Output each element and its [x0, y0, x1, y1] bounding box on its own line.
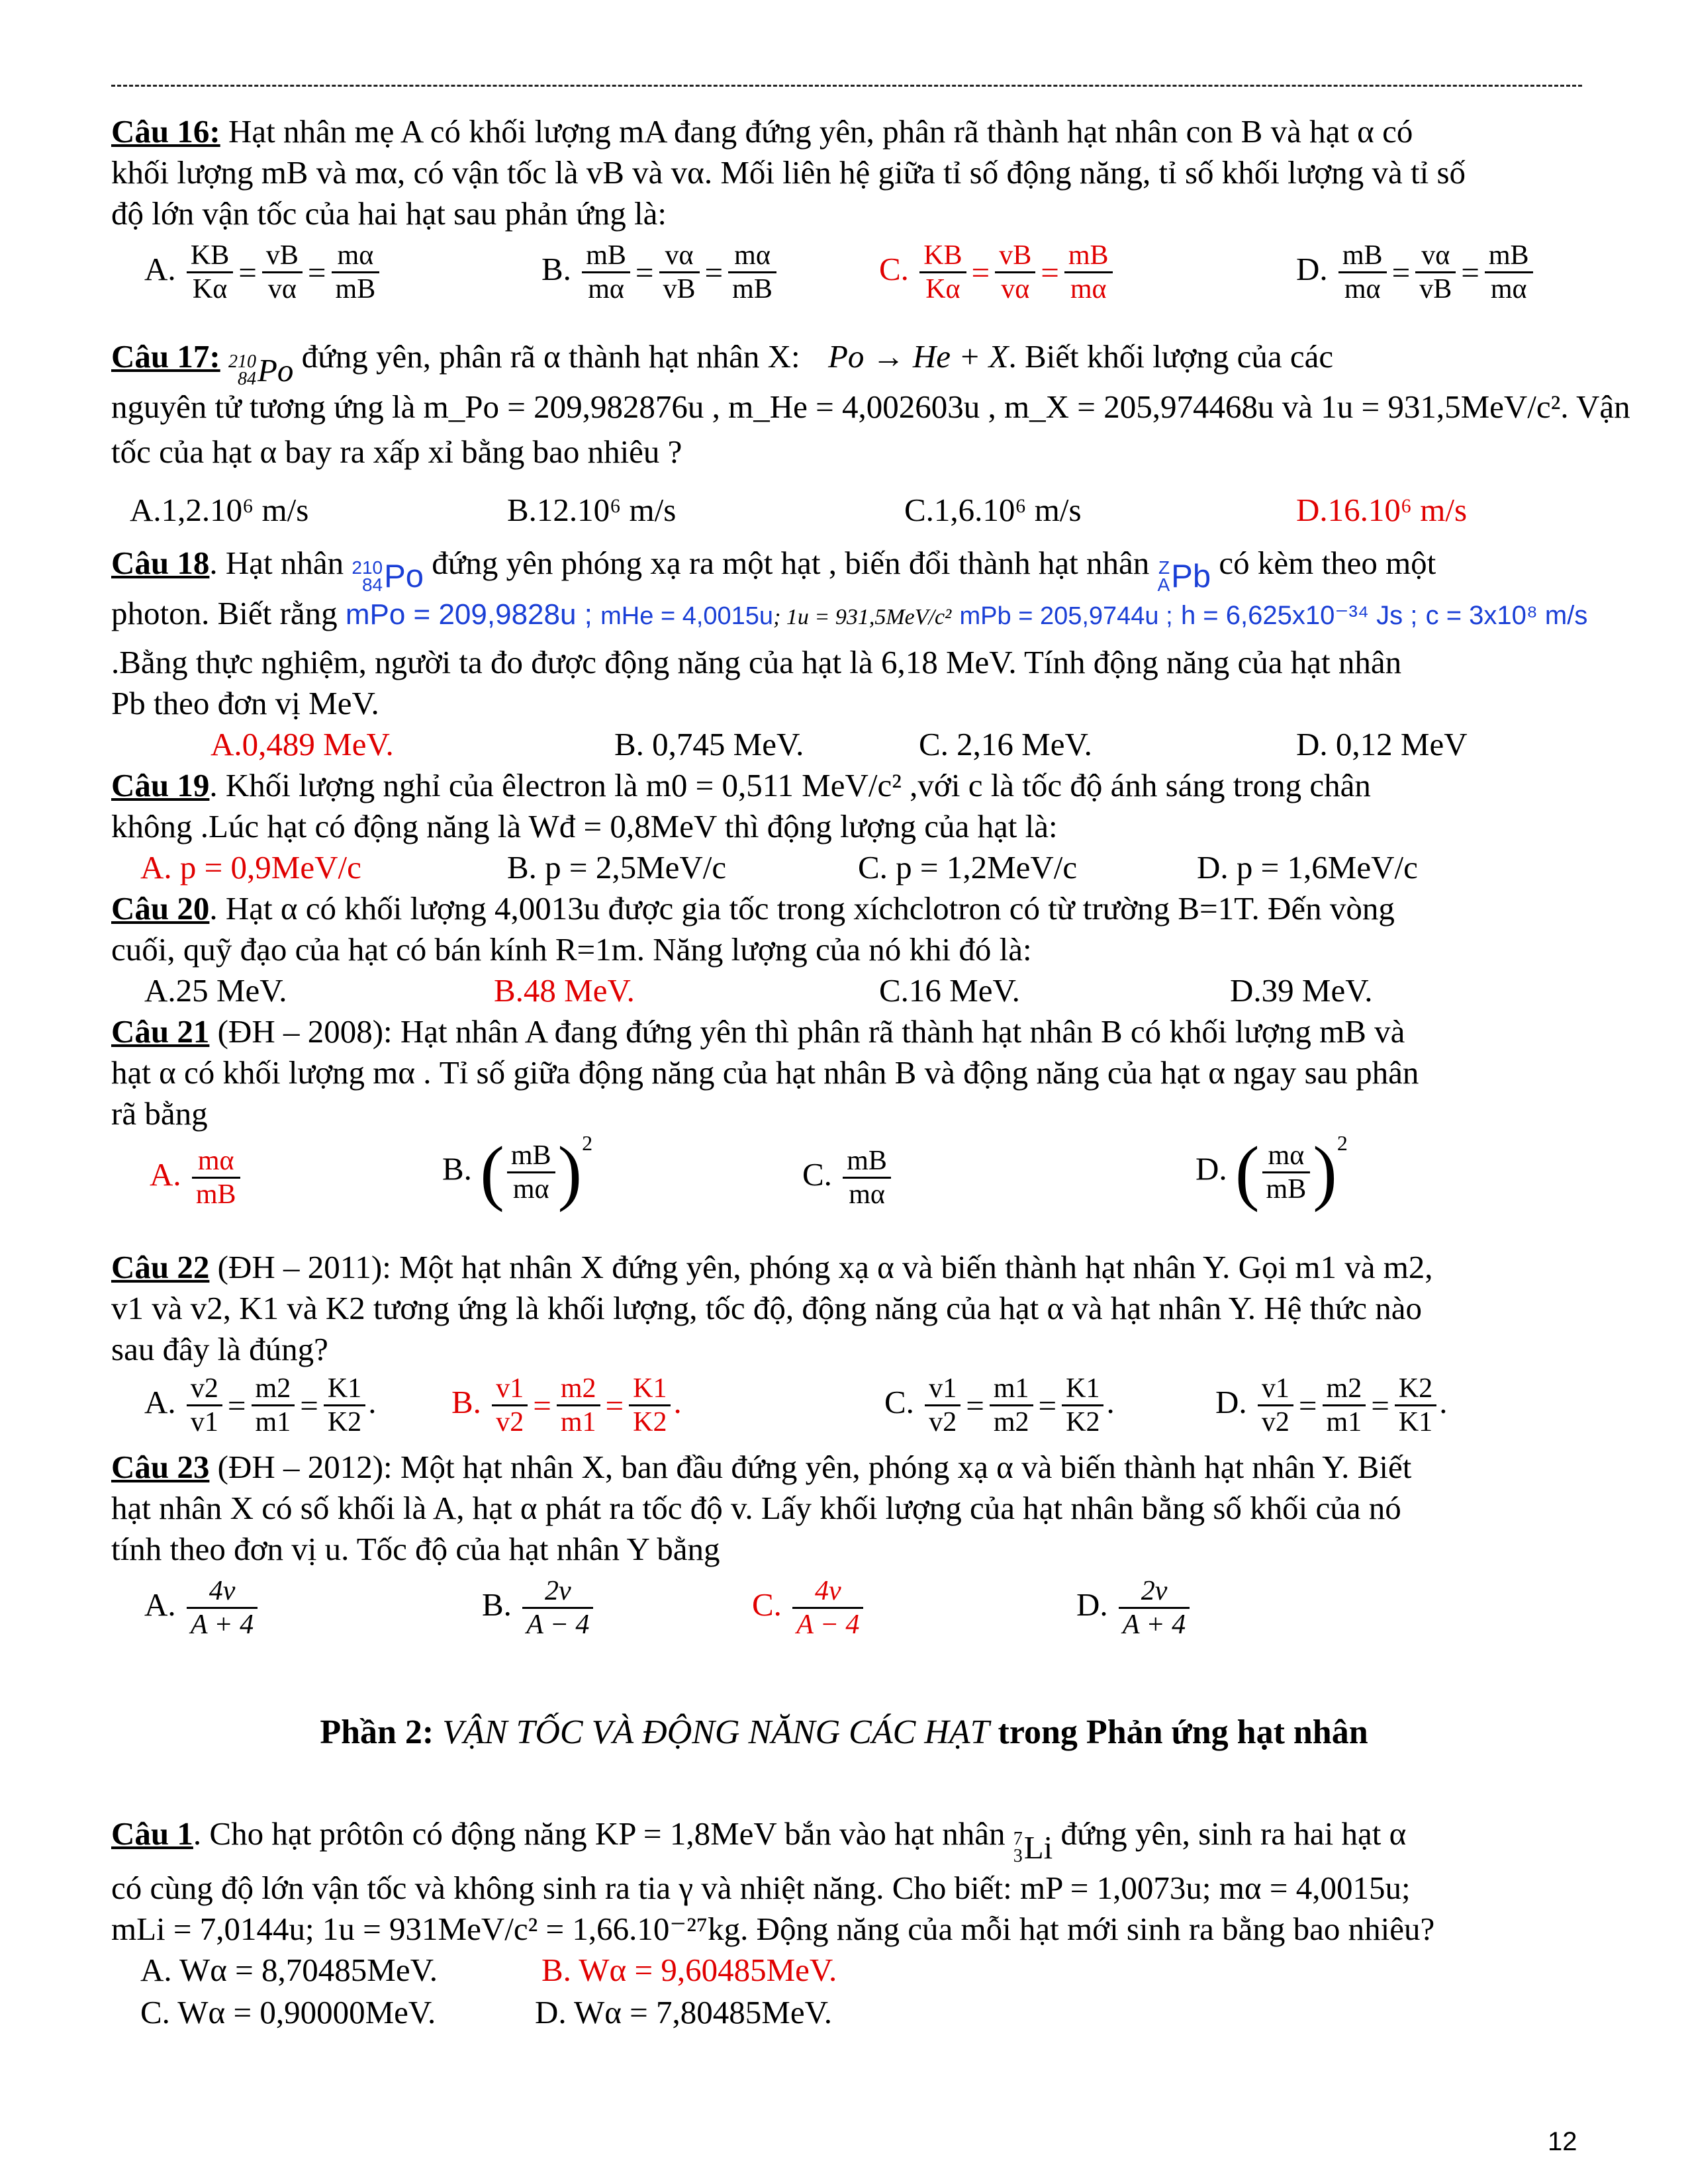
- numerator: KB: [919, 240, 966, 273]
- option-letter: B.: [442, 1150, 481, 1187]
- denominator: mB: [732, 274, 773, 304]
- q16-line-2: khối lượng mB và mα, có vận tốc là vB và vα. Mối liên hệ giữa tỉ số động năng, tỉ số khối lượng và tỉ số: [111, 154, 1466, 191]
- q23-option-a: [144, 1575, 260, 1641]
- q21-option-b: [442, 1131, 593, 1212]
- numerator: m2: [557, 1373, 600, 1406]
- q21-line-3: rã bằng: [111, 1095, 208, 1132]
- right-paren: ): [1313, 1132, 1337, 1212]
- numerator: v1: [492, 1373, 528, 1406]
- numerator: 4v: [792, 1575, 863, 1609]
- fraction: [659, 240, 700, 305]
- period: .: [673, 1383, 682, 1420]
- q16-option-d: [1296, 240, 1536, 305]
- reaction-equation: Po → He + X: [827, 338, 1009, 375]
- q1-option-d: D. Wα = 7,80485MeV.: [535, 1994, 832, 2030]
- q16-line-3: độ lớn vận tốc của hai hạt sau phản ứng là:: [111, 195, 667, 232]
- denominator: v2: [496, 1407, 524, 1437]
- numerator: mα: [1262, 1140, 1311, 1173]
- q18-option-d: D. 0,12 MeV: [1296, 726, 1468, 762]
- option-letter: A.: [150, 1156, 189, 1193]
- equals-sign: =: [300, 1387, 318, 1424]
- fraction: [1262, 1140, 1311, 1205]
- numerator: K1: [1062, 1373, 1103, 1406]
- q16-option-a: [144, 240, 382, 305]
- numerator: K2: [1395, 1373, 1436, 1406]
- fraction: [187, 1575, 258, 1641]
- numerator: m1: [990, 1373, 1033, 1406]
- equals-sign: =: [1371, 1387, 1389, 1424]
- denominator: Kα: [925, 274, 961, 304]
- q23-option-c: [752, 1575, 866, 1641]
- denominator: K2: [633, 1407, 667, 1437]
- q19-line-1: Câu 19. Khối lượng nghỉ của êlectron là m0 = 0,511 MeV/c² ,với c là tốc độ ánh sáng trong chân: [111, 767, 1371, 803]
- question-label: Câu 17:: [111, 338, 220, 375]
- denominator: mB: [1266, 1173, 1307, 1205]
- fraction: [187, 240, 233, 305]
- option-letter: B.: [541, 250, 580, 287]
- q1-line-3: mLi = 7,0144u; 1u = 931MeV/c² = 1,66.10⁻²⁷kg. Động năng của mỗi hạt mới sinh ra bằng bao nhiêu?: [111, 1911, 1435, 1947]
- fraction: [925, 1373, 961, 1438]
- fraction: [262, 240, 303, 305]
- numerator: mα: [332, 240, 380, 273]
- denominator: K2: [1066, 1407, 1100, 1437]
- denominator: K1: [1398, 1407, 1433, 1437]
- pb-nuclide: Z A Pb: [1157, 557, 1211, 595]
- option-letter: A.: [144, 1383, 184, 1420]
- denominator: m1: [560, 1407, 596, 1437]
- numerator: mB: [1338, 240, 1387, 273]
- numerator: mα: [192, 1145, 240, 1179]
- page-number: 12: [1548, 2127, 1577, 2156]
- equals-sign: =: [1461, 253, 1479, 291]
- fraction: [1323, 1373, 1366, 1438]
- q17-option-d: D.16.10⁶ m/s: [1296, 492, 1468, 528]
- denominator: A + 4: [190, 1610, 254, 1640]
- option-letter: C.: [879, 250, 917, 287]
- option-letter: B.: [451, 1383, 490, 1420]
- question-label: Câu 21: [111, 1013, 210, 1050]
- fraction: [252, 1373, 295, 1438]
- numerator: mB: [1485, 240, 1533, 273]
- fraction: [1415, 240, 1456, 305]
- numerator: vα: [659, 240, 700, 273]
- fraction: [1258, 1373, 1293, 1438]
- denominator: vB: [663, 274, 696, 304]
- numerator: mB: [507, 1140, 555, 1173]
- period: .: [368, 1383, 377, 1420]
- q17-option-a: A.1,2.10⁶ m/s: [130, 492, 309, 528]
- denominator: m1: [255, 1407, 291, 1437]
- question-label: Câu 1: [111, 1815, 193, 1852]
- q21-option-a: [150, 1145, 243, 1210]
- fraction: [192, 1145, 240, 1210]
- q20-option-b: B.48 MeV.: [494, 972, 635, 1009]
- numerator: 2v: [1119, 1575, 1190, 1609]
- numerator: m2: [1323, 1373, 1366, 1406]
- fraction: [187, 1373, 222, 1438]
- q1-option-c: C. Wα = 0,90000MeV.: [140, 1994, 436, 2030]
- denominator: v2: [1261, 1407, 1289, 1437]
- numerator: K1: [324, 1373, 365, 1406]
- q17-line-2: nguyên tử tương ứng là m_Po = 209,982876u , m_He = 4,002603u , m_X = 205,974468u và 1u = 931,5MeV/c². Vận: [111, 388, 1630, 425]
- option-letter: A.: [144, 250, 184, 287]
- denominator: vα: [1001, 274, 1030, 304]
- left-paren: (: [1235, 1132, 1260, 1212]
- q18-option-b: B. 0,745 MeV.: [614, 726, 804, 762]
- option-letter: D.: [1296, 250, 1336, 287]
- fraction: [1064, 240, 1113, 305]
- numerator: vα: [1415, 240, 1456, 273]
- q20-line-1: Câu 20. Hạt α có khối lượng 4,0013u được gia tốc trong xíchclotron có từ trường B=1T. Đến vòng: [111, 890, 1395, 927]
- equals-sign: =: [307, 253, 326, 291]
- equals-sign: =: [704, 253, 724, 291]
- denominator: v1: [190, 1407, 218, 1437]
- denominator: mα: [849, 1179, 885, 1210]
- option-letter: A.: [144, 1586, 184, 1623]
- left-paren: (: [480, 1132, 504, 1212]
- equals-sign: =: [966, 1387, 984, 1424]
- fraction: [522, 1575, 593, 1641]
- denominator: mB: [335, 274, 376, 304]
- po-nuclide: 210 84 Po: [228, 351, 294, 389]
- q22-line-3: sau đây là đúng?: [111, 1331, 328, 1367]
- fraction: [1485, 240, 1533, 305]
- equals-sign: =: [1038, 1387, 1057, 1424]
- equals-sign: =: [971, 253, 990, 291]
- q21-line-1: Câu 21 (ĐH – 2008): Hạt nhân A đang đứng yên thì phân rã thành hạt nhân B có khối lượng mB và: [111, 1013, 1405, 1050]
- numerator: mα: [728, 240, 776, 273]
- po-nuclide: 210 84 Po: [352, 557, 424, 595]
- option-letter: D.: [1196, 1150, 1235, 1187]
- denominator: mα: [1070, 274, 1107, 304]
- numerator: mB: [582, 240, 630, 273]
- question-label: Câu 16:: [111, 113, 220, 150]
- denominator: A − 4: [796, 1610, 860, 1640]
- q19-option-b: B. p = 2,5MeV/c: [507, 849, 727, 886]
- denominator: mα: [512, 1173, 549, 1205]
- numerator: 4v: [187, 1575, 258, 1609]
- fraction: [1119, 1575, 1190, 1641]
- denominator: K2: [327, 1407, 362, 1437]
- numerator: K1: [629, 1373, 671, 1406]
- q23-line-1: Câu 23 (ĐH – 2012): Một hạt nhân X, ban đầu đứng yên, phóng xạ α và biến thành hạt nhân Y. Biết: [111, 1449, 1412, 1485]
- denominator: A − 4: [526, 1610, 590, 1640]
- denominator: mα: [1490, 274, 1527, 304]
- q18-line-3: .Bằng thực nghiệm, người ta đo được động năng của hạt là 6,18 MeV. Tính động năng của hạt nhân: [111, 644, 1402, 680]
- q22-option-a: [144, 1373, 376, 1438]
- equals-sign: =: [533, 1387, 551, 1424]
- option-letter: D.: [1076, 1586, 1116, 1623]
- fraction: [990, 1373, 1033, 1438]
- q19-option-a: A. p = 0,9MeV/c: [140, 849, 361, 886]
- part2-heading: Phần 2: VẬN TỐC VÀ ĐỘNG NĂNG CÁC HẠT trong Phản ứng hạt nhân: [320, 1713, 1368, 1751]
- q23-line-2: hạt nhân X có số khối là A, hạt α phát ra tốc độ v. Lấy khối lượng của hạt nhân bằng số khối của nó: [111, 1490, 1401, 1526]
- fraction: [1395, 1373, 1436, 1438]
- equals-sign: =: [238, 253, 257, 291]
- q18-line-2: photon. Biết rằng mPo = 209,9828u ; mHe = 4,0015u; 1u = 931,5MeV/c² mPb = 205,9744u ; h = 6,625x10⁻³⁴ Js ; c = 3x10⁸ m/s: [111, 595, 1588, 631]
- option-letter: B.: [482, 1586, 520, 1623]
- equals-sign: =: [1391, 253, 1411, 291]
- q20-option-a: A.25 MeV.: [144, 972, 287, 1009]
- denominator: mB: [195, 1179, 236, 1210]
- q16-line-1: Câu 16: Hạt nhân mẹ A có khối lượng mA đang đứng yên, phân rã thành hạt nhân con B và hạt α có: [111, 113, 1413, 150]
- q19-option-c: C. p = 1,2MeV/c: [858, 849, 1078, 886]
- equals-sign: =: [635, 253, 654, 291]
- numerator: v1: [1258, 1373, 1293, 1406]
- q18-option-a: A.0,489 MeV.: [211, 726, 394, 762]
- q1-option-a: A. Wα = 8,70485MeV.: [140, 1952, 438, 1988]
- q23-line-3: tính theo đơn vị u. Tốc độ của hạt nhân Y bằng: [111, 1531, 720, 1567]
- question-label: Câu 18: [111, 545, 210, 581]
- q18-option-c: C. 2,16 MeV.: [919, 726, 1092, 762]
- q20-option-d: D.39 MeV.: [1230, 972, 1373, 1009]
- q22-line-2: v1 và v2, K1 và K2 tương ứng là khối lượng, tốc độ, động năng của hạt α và hạt nhân Y. Hệ thức nào: [111, 1290, 1423, 1326]
- fraction: [492, 1373, 528, 1438]
- q17-line-3: tốc của hạt α bay ra xấp xỉ bằng bao nhiêu ?: [111, 433, 682, 470]
- numerator: KB: [187, 240, 233, 273]
- denominator: A + 4: [1122, 1610, 1186, 1640]
- q1-option-b: B. Wα = 9,60485MeV.: [541, 1952, 837, 1988]
- fraction: [507, 1140, 555, 1205]
- fraction: [995, 240, 1035, 305]
- option-letter: C.: [802, 1156, 841, 1193]
- period: .: [1439, 1383, 1448, 1420]
- question-label: Câu 20: [111, 890, 210, 927]
- denominator: vB: [1419, 274, 1452, 304]
- equals-sign: =: [1041, 253, 1059, 291]
- fraction: [919, 240, 966, 305]
- q20-option-c: C.16 MeV.: [879, 972, 1020, 1009]
- q22-line-1: Câu 22 (ĐH – 2011): Một hạt nhân X đứng yên, phóng xạ α và biến thành hạt nhân Y. Gọi m1 và m2,: [111, 1249, 1433, 1285]
- q22-option-d: [1215, 1373, 1447, 1438]
- denominator: vα: [267, 274, 297, 304]
- denominator: m2: [993, 1407, 1029, 1437]
- fraction: [582, 240, 630, 305]
- q17-option-c: C.1,6.10⁶ m/s: [904, 492, 1082, 528]
- exponent: 2: [582, 1131, 593, 1155]
- numerator: mB: [1064, 240, 1113, 273]
- fraction: [629, 1373, 671, 1438]
- q1-line-1: Câu 1. Cho hạt prôtôn có động năng KP = 1,8MeV bắn vào hạt nhân 7 3 Li đứng yên, sinh ra hai hạt α: [111, 1813, 1582, 1868]
- denominator: v2: [929, 1407, 957, 1437]
- q16-option-b: [541, 240, 779, 305]
- equals-sign: =: [1298, 1387, 1317, 1424]
- numerator: vB: [262, 240, 303, 273]
- q1-line-2: có cùng độ lớn vận tốc và không sinh ra tia γ và nhiệt năng. Cho biết: mP = 1,0073u; mα = 4,0015u;: [111, 1870, 1411, 1906]
- question-label: Câu 19: [111, 767, 210, 803]
- fraction: [728, 240, 776, 305]
- numerator: vB: [995, 240, 1035, 273]
- denominator: Kα: [192, 274, 228, 304]
- numerator: m2: [252, 1373, 295, 1406]
- q18-line-1: Câu 18. Hạt nhân 210 84 Po đứng yên phóng xạ ra một hạt , biến đổi thành hạt nhân Z A Pb có kèm theo một: [111, 543, 1582, 597]
- equals-sign: =: [605, 1387, 624, 1424]
- option-letter: C.: [884, 1383, 923, 1420]
- q19-line-2: không .Lúc hạt có động năng là Wđ = 0,8MeV thì động lượng của hạt là:: [111, 808, 1058, 844]
- q22-option-c: [884, 1373, 1115, 1438]
- q21-option-c: [802, 1145, 894, 1210]
- q17-option-b: B.12.10⁶ m/s: [507, 492, 677, 528]
- q21-line-2: hạt α có khối lượng mα . Tỉ số giữa động năng của hạt nhân B và động năng của hạt α ngay sau phân: [111, 1054, 1419, 1091]
- numerator: v1: [925, 1373, 961, 1406]
- question-label: Câu 23: [111, 1449, 210, 1485]
- q23-option-b: [482, 1575, 596, 1641]
- option-letter: D.: [1215, 1383, 1255, 1420]
- fraction: [843, 1145, 891, 1210]
- fraction: [557, 1373, 600, 1438]
- fraction: [324, 1373, 365, 1438]
- top-dashed-rule: [111, 85, 1582, 87]
- q23-option-d: [1076, 1575, 1192, 1641]
- q20-line-2: cuối, quỹ đạo của hạt có bán kính R=1m. Năng lượng của nó khi đó là:: [111, 931, 1032, 968]
- exponent: 2: [1336, 1131, 1348, 1155]
- numerator: v2: [187, 1373, 222, 1406]
- numerator: mB: [843, 1145, 891, 1179]
- denominator: mα: [588, 274, 624, 304]
- fraction: [1062, 1373, 1103, 1438]
- equals-sign: =: [227, 1387, 246, 1424]
- numerator: 2v: [522, 1575, 593, 1609]
- fraction: [1338, 240, 1387, 305]
- q19-option-d: D. p = 1,6MeV/c: [1197, 849, 1418, 886]
- option-letter: C.: [752, 1586, 790, 1623]
- period: .: [1106, 1383, 1115, 1420]
- denominator: mα: [1344, 274, 1381, 304]
- denominator: m1: [1326, 1407, 1362, 1437]
- q16-option-c: [879, 240, 1115, 305]
- q21-option-d: [1196, 1131, 1348, 1212]
- q22-option-b: [451, 1373, 682, 1438]
- li-nuclide: 7 3 Li: [1013, 1829, 1053, 1866]
- question-label: Câu 22: [111, 1249, 210, 1285]
- fraction: [332, 240, 380, 305]
- fraction: [792, 1575, 863, 1641]
- q18-line-4: Pb theo đơn vị MeV.: [111, 685, 379, 721]
- q17-line-1: Câu 17: 210 84 Po đứng yên, phân rã α thành hạt nhân X: Po → He + X. Biết khối lượng của các: [111, 336, 1582, 391]
- right-paren: ): [557, 1132, 583, 1212]
